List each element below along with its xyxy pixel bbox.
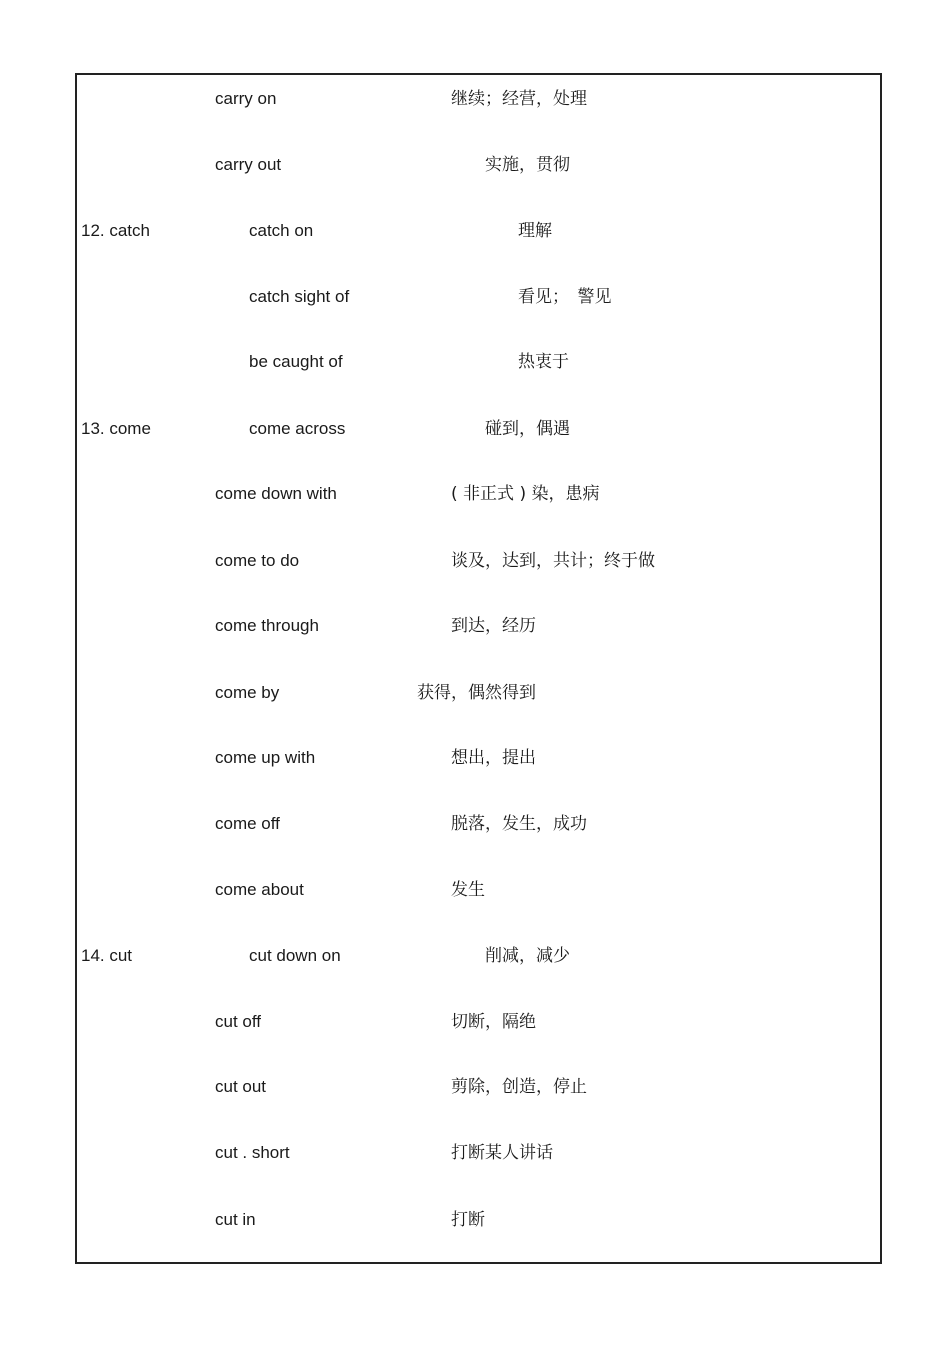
list-item [0, 875, 950, 905]
phrase: come to do [215, 551, 300, 570]
list-item [0, 1072, 950, 1102]
list-item [0, 743, 950, 773]
phrase: come across [249, 419, 346, 438]
list-item [0, 1007, 950, 1037]
phrase: carry on [215, 89, 277, 108]
meaning: 热衷于 [518, 352, 569, 372]
list-item [0, 1138, 950, 1168]
phrase: come through [215, 616, 319, 635]
meaning: 想出，提出 [451, 748, 536, 768]
phrase: come down with [215, 484, 337, 503]
list-item [0, 1205, 950, 1235]
list-item [0, 546, 950, 576]
phrase: carry out [215, 155, 282, 174]
list-item [0, 150, 950, 180]
phrase: be caught of [249, 352, 343, 371]
list-item [0, 611, 950, 641]
phrase: cut out [215, 1077, 267, 1096]
list-item [0, 84, 950, 114]
phrase: cut . short [215, 1143, 290, 1162]
list-item [0, 809, 950, 839]
meaning: 看见； 警见 [518, 287, 612, 307]
phrase: cut down on [249, 946, 341, 965]
meaning: 发生 [451, 880, 485, 900]
list-item [0, 347, 950, 377]
list-item [0, 216, 950, 246]
meaning: 剪除，创造，停止 [451, 1077, 587, 1097]
meaning: 切断，隔绝 [451, 1012, 536, 1032]
phrase: catch sight of [249, 287, 350, 306]
list-item [0, 479, 950, 509]
headword: 14. cut [81, 946, 133, 965]
list-item [0, 282, 950, 312]
phrase: come about [215, 880, 304, 899]
meaning: 实施，贯彻 [485, 155, 570, 175]
meaning: 打断 [451, 1210, 485, 1230]
phrase: cut in [215, 1210, 256, 1229]
meaning: 脱落，发生，成功 [451, 814, 587, 834]
meaning: 获得，偶然得到 [417, 683, 536, 703]
list-item [0, 941, 950, 971]
list-item [0, 414, 950, 444]
headword: 13. come [81, 419, 151, 438]
meaning: 继续；经营，处理 [451, 89, 587, 109]
phrase: cut off [215, 1012, 261, 1031]
meaning: 削减，减少 [485, 946, 570, 966]
meaning: ( 非正式 ) 染，患病 [451, 484, 600, 504]
phrase: come up with [215, 748, 316, 767]
list-item [0, 678, 950, 708]
meaning: 到达，经历 [451, 616, 536, 636]
meaning: 碰到，偶遇 [485, 419, 570, 439]
headword: 12. catch [81, 221, 150, 240]
phrase: come by [215, 683, 280, 702]
meaning: 理解 [518, 221, 552, 241]
phrase: catch on [249, 221, 314, 240]
phrase: come off [215, 814, 280, 833]
meaning: 打断某人讲话 [451, 1143, 553, 1163]
meaning: 谈及，达到，共计；终于做 [451, 551, 655, 571]
